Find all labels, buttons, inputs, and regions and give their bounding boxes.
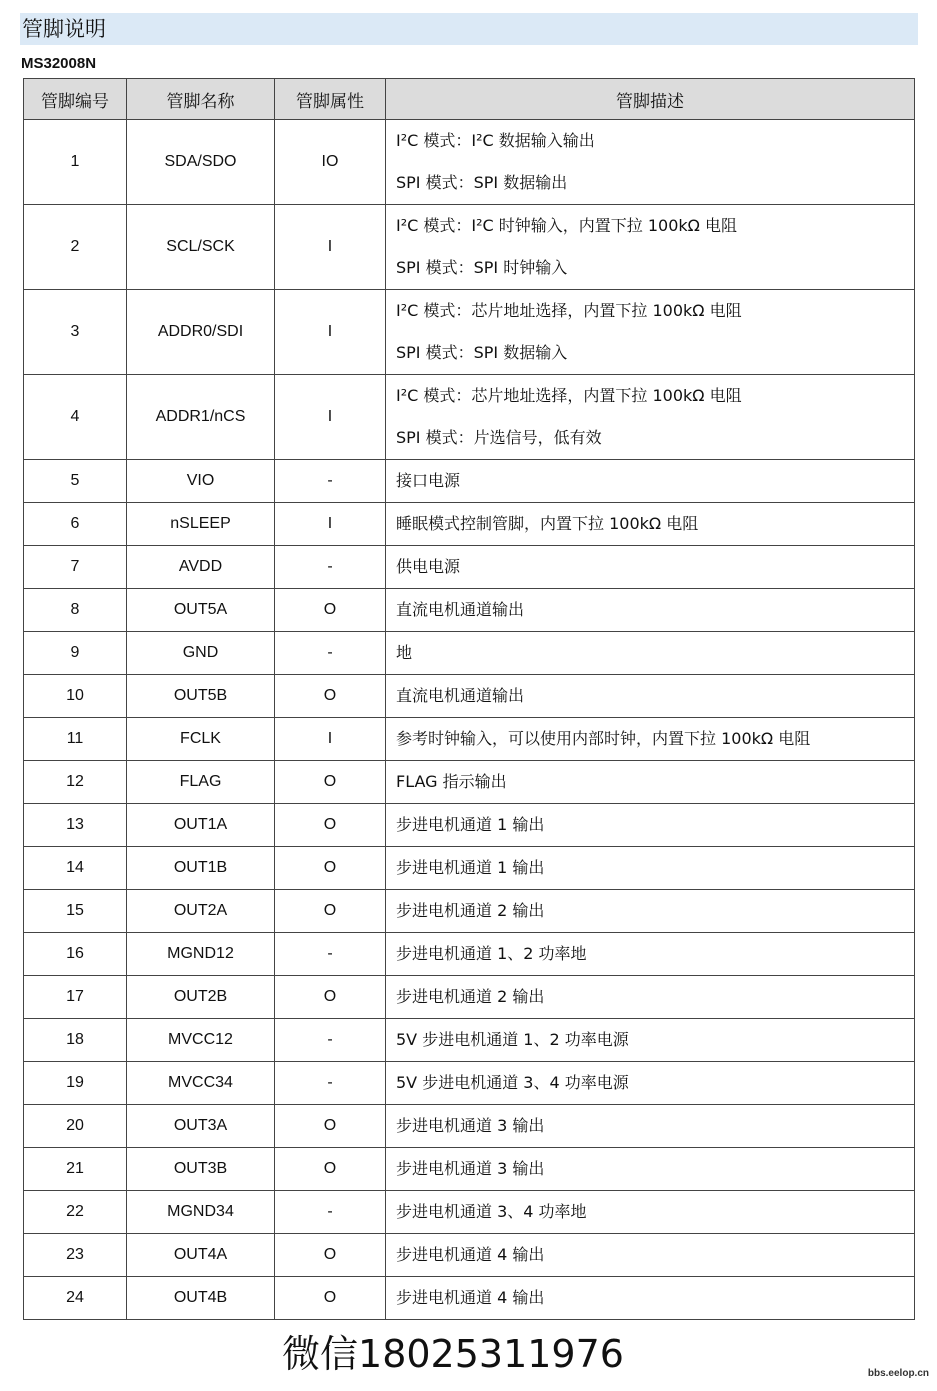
- table-row: [24, 1019, 915, 1062]
- pin-description-cell: [386, 205, 915, 290]
- pin-number-cell: 18: [24, 1019, 127, 1062]
- pin-number-cell: 15: [24, 890, 127, 933]
- pin-description-line: SPI 模式：SPI 时钟输入: [396, 258, 568, 277]
- table-row: [24, 589, 915, 632]
- pin-attribute-cell: O: [275, 675, 386, 718]
- pin-number-cell: 4: [24, 375, 127, 460]
- pin-attribute-cell: I: [275, 503, 386, 546]
- pin-name-cell: OUT4A: [127, 1234, 275, 1277]
- pin-description-cell: [386, 460, 915, 503]
- pin-number-cell: 14: [24, 847, 127, 890]
- header-pin-name: 管脚名称: [127, 79, 275, 120]
- pin-attribute-cell: O: [275, 847, 386, 890]
- pin-attribute-cell: I: [275, 375, 386, 460]
- pin-description-cell: [386, 546, 915, 589]
- pin-description-line: 步进电机通道 1 输出: [396, 815, 545, 834]
- pin-number-cell: 20: [24, 1105, 127, 1148]
- pin-description-line: 步进电机通道 4 输出: [396, 1245, 545, 1264]
- table-row: [24, 290, 915, 375]
- pin-description-cell: [386, 1277, 915, 1320]
- pin-name-cell: MGND12: [127, 933, 275, 976]
- pin-description-line: 步进电机通道 1 输出: [396, 858, 545, 877]
- table-row: [24, 632, 915, 675]
- pin-description-cell: [386, 1105, 915, 1148]
- table-row: [24, 460, 915, 503]
- pin-description-cell: [386, 976, 915, 1019]
- table-row: [24, 1277, 915, 1320]
- pin-name-cell: OUT1B: [127, 847, 275, 890]
- pin-number-cell: 22: [24, 1191, 127, 1234]
- pin-name-cell: MGND34: [127, 1191, 275, 1234]
- pin-description-line: SPI 模式：片选信号，低有效: [396, 428, 602, 447]
- pin-description-line: 步进电机通道 3 输出: [396, 1116, 545, 1135]
- table-row: [24, 1062, 915, 1105]
- section-title: 管脚说明: [22, 17, 106, 41]
- pin-description-line: SPI 模式：SPI 数据输入: [396, 343, 568, 362]
- pin-name-cell: OUT2B: [127, 976, 275, 1019]
- pin-number-cell: 24: [24, 1277, 127, 1320]
- pin-description-line: 直流电机通道输出: [396, 686, 525, 705]
- table-row: [24, 546, 915, 589]
- pin-attribute-cell: -: [275, 460, 386, 503]
- site-watermark: bbs.eelop.cn: [867, 1368, 929, 1379]
- pin-table: [23, 78, 915, 1320]
- pin-number-cell: 23: [24, 1234, 127, 1277]
- pin-name-cell: OUT5A: [127, 589, 275, 632]
- pin-table-body: [24, 120, 915, 1320]
- pin-attribute-cell: -: [275, 1062, 386, 1105]
- pin-attribute-cell: O: [275, 1234, 386, 1277]
- watermark-contact: 微信18025311976: [282, 1332, 624, 1376]
- pin-description-line: FLAG 指示输出: [396, 772, 507, 791]
- pin-description-line: 步进电机通道 2 输出: [396, 987, 545, 1006]
- pin-name-cell: ADDR1/nCS: [127, 375, 275, 460]
- pin-description-cell: [386, 120, 915, 205]
- pin-description-cell: [386, 890, 915, 933]
- pin-number-cell: 10: [24, 675, 127, 718]
- table-row: [24, 718, 915, 761]
- table-row: [24, 205, 915, 290]
- pin-name-cell: FCLK: [127, 718, 275, 761]
- pin-attribute-cell: I: [275, 205, 386, 290]
- pin-description-line: 步进电机通道 4 输出: [396, 1288, 545, 1307]
- header-pin-attribute: 管脚属性: [275, 79, 386, 120]
- pin-attribute-cell: O: [275, 1148, 386, 1191]
- pin-description-line: I²C 模式：I²C 数据输入输出: [396, 131, 595, 150]
- pin-description-cell: [386, 503, 915, 546]
- pin-description-line: I²C 模式：芯片地址选择，内置下拉 100kΩ 电阻: [396, 301, 742, 320]
- pin-name-cell: OUT4B: [127, 1277, 275, 1320]
- pin-attribute-cell: IO: [275, 120, 386, 205]
- pin-description-cell: [386, 1019, 915, 1062]
- pin-number-cell: 2: [24, 205, 127, 290]
- pin-name-cell: SDA/SDO: [127, 120, 275, 205]
- pin-number-cell: 9: [24, 632, 127, 675]
- table-row: [24, 804, 915, 847]
- pin-name-cell: OUT1A: [127, 804, 275, 847]
- table-row: [24, 761, 915, 804]
- pin-description-line: 步进电机通道 1、2 功率地: [396, 944, 587, 963]
- pin-attribute-cell: O: [275, 589, 386, 632]
- pin-name-cell: AVDD: [127, 546, 275, 589]
- pin-attribute-cell: -: [275, 632, 386, 675]
- header-pin-number: 管脚编号: [24, 79, 127, 120]
- pin-number-cell: 7: [24, 546, 127, 589]
- pin-description-line: I²C 模式：芯片地址选择，内置下拉 100kΩ 电阻: [396, 386, 742, 405]
- table-row: [24, 675, 915, 718]
- pin-description-cell: [386, 1234, 915, 1277]
- pin-attribute-cell: O: [275, 1105, 386, 1148]
- pin-name-cell: GND: [127, 632, 275, 675]
- pin-number-cell: 16: [24, 933, 127, 976]
- pin-description-cell: [386, 632, 915, 675]
- pin-description-line: 睡眠模式控制管脚，内置下拉 100kΩ 电阻: [396, 514, 699, 533]
- pin-number-cell: 5: [24, 460, 127, 503]
- section-header-bar: [20, 13, 918, 45]
- pin-name-cell: SCL/SCK: [127, 205, 275, 290]
- pin-name-cell: ADDR0/SDI: [127, 290, 275, 375]
- pin-description-cell: [386, 933, 915, 976]
- pin-number-cell: 12: [24, 761, 127, 804]
- pin-description-line: 地: [396, 643, 413, 662]
- table-row: [24, 375, 915, 460]
- table-header-row: [24, 79, 915, 120]
- pin-attribute-cell: -: [275, 933, 386, 976]
- pin-attribute-cell: I: [275, 290, 386, 375]
- pin-attribute-cell: I: [275, 718, 386, 761]
- pin-number-cell: 13: [24, 804, 127, 847]
- pin-name-cell: nSLEEP: [127, 503, 275, 546]
- pin-number-cell: 3: [24, 290, 127, 375]
- pin-description-cell: [386, 589, 915, 632]
- pin-attribute-cell: O: [275, 804, 386, 847]
- pin-number-cell: 11: [24, 718, 127, 761]
- pin-number-cell: 17: [24, 976, 127, 1019]
- table-row: [24, 120, 915, 205]
- pin-name-cell: OUT5B: [127, 675, 275, 718]
- pin-attribute-cell: -: [275, 1191, 386, 1234]
- pin-name-cell: OUT3A: [127, 1105, 275, 1148]
- pin-description-cell: [386, 1191, 915, 1234]
- table-row: [24, 1105, 915, 1148]
- pin-attribute-cell: -: [275, 1019, 386, 1062]
- pin-number-cell: 19: [24, 1062, 127, 1105]
- pin-description-line: SPI 模式：SPI 数据输出: [396, 173, 568, 192]
- pin-name-cell: VIO: [127, 460, 275, 503]
- table-row: [24, 847, 915, 890]
- pin-name-cell: OUT3B: [127, 1148, 275, 1191]
- pin-name-cell: MVCC12: [127, 1019, 275, 1062]
- pin-attribute-cell: O: [275, 1277, 386, 1320]
- pin-number-cell: 21: [24, 1148, 127, 1191]
- header-pin-description: 管脚描述: [386, 79, 915, 120]
- pin-attribute-cell: -: [275, 546, 386, 589]
- pin-name-cell: FLAG: [127, 761, 275, 804]
- pin-description-line: 步进电机通道 3 输出: [396, 1159, 545, 1178]
- pin-description-line: 5V 步进电机通道 3、4 功率电源: [396, 1073, 629, 1092]
- table-row: [24, 933, 915, 976]
- pin-name-cell: MVCC34: [127, 1062, 275, 1105]
- pin-description-cell: [386, 847, 915, 890]
- pin-description-cell: [386, 375, 915, 460]
- pin-attribute-cell: O: [275, 761, 386, 804]
- table-row: [24, 1191, 915, 1234]
- table-row: [24, 976, 915, 1019]
- pin-description-cell: [386, 718, 915, 761]
- pin-description-cell: [386, 675, 915, 718]
- table-row: [24, 1148, 915, 1191]
- pin-description-line: 供电电源: [396, 557, 461, 576]
- pin-description-line: 5V 步进电机通道 1、2 功率电源: [396, 1030, 629, 1049]
- pin-description-cell: [386, 1062, 915, 1105]
- pin-description-line: I²C 模式：I²C 时钟输入，内置下拉 100kΩ 电阻: [396, 216, 737, 235]
- pin-attribute-cell: O: [275, 890, 386, 933]
- pin-attribute-cell: O: [275, 976, 386, 1019]
- pin-description-cell: [386, 290, 915, 375]
- table-row: [24, 1234, 915, 1277]
- pin-description-line: 直流电机通道输出: [396, 600, 525, 619]
- model-label: MS32008N: [21, 55, 97, 72]
- pin-name-cell: OUT2A: [127, 890, 275, 933]
- pin-description-line: 接口电源: [396, 471, 461, 490]
- pin-description-line: 步进电机通道 3、4 功率地: [396, 1202, 587, 1221]
- pin-number-cell: 8: [24, 589, 127, 632]
- pin-description-line: 步进电机通道 2 输出: [396, 901, 545, 920]
- pin-number-cell: 1: [24, 120, 127, 205]
- pin-description-cell: [386, 804, 915, 847]
- pin-number-cell: 6: [24, 503, 127, 546]
- table-row: [24, 503, 915, 546]
- pin-description-cell: [386, 761, 915, 804]
- table-row: [24, 890, 915, 933]
- pin-description-cell: [386, 1148, 915, 1191]
- pin-description-line: 参考时钟输入，可以使用内部时钟，内置下拉 100kΩ 电阻: [396, 729, 811, 748]
